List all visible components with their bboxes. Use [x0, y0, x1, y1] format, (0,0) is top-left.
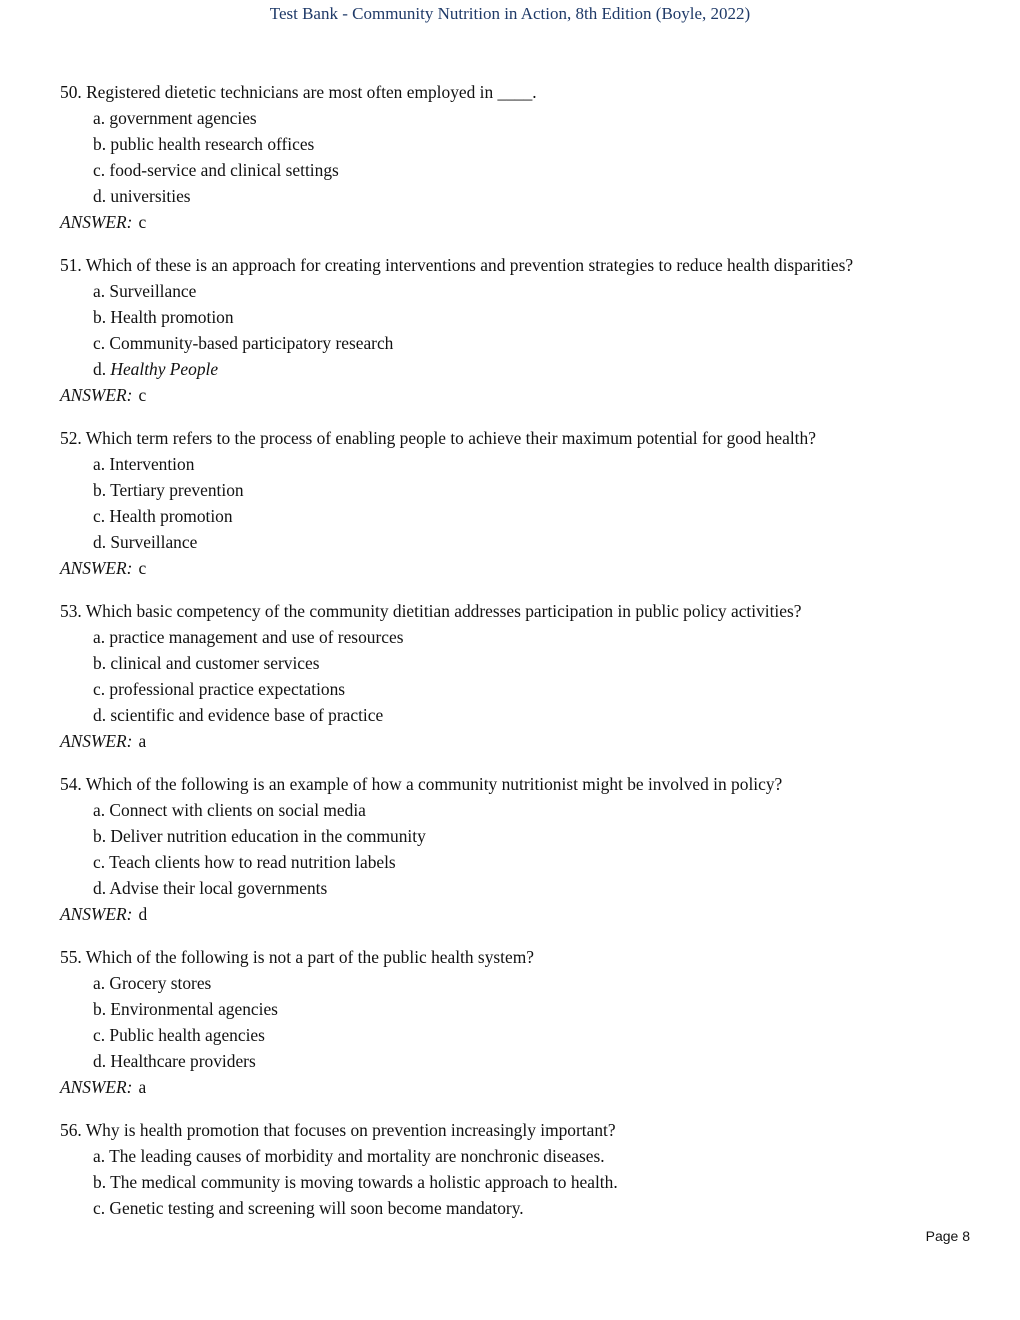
answer-label: ANSWER: — [60, 904, 133, 924]
answer-label: ANSWER: — [60, 558, 133, 578]
page-number: Page 8 — [925, 1228, 970, 1244]
answer-value: a — [138, 731, 147, 751]
option-d: d. Advise their local governments — [93, 878, 328, 898]
question-stem: 56. Why is health promotion that focuses on prevention increasingly important? — [60, 1120, 616, 1140]
question-stem: 55. Which of the following is not a part of the public health system? — [60, 947, 534, 967]
question-list — [60, 81, 1000, 1240]
question-51 — [60, 254, 1000, 408]
option-a: a. Grocery stores — [93, 973, 212, 993]
option-b: b. Environmental agencies — [93, 999, 278, 1019]
question-56 — [60, 1119, 1000, 1221]
option-c: c. Public health agencies — [93, 1025, 265, 1045]
document-header: Test Bank - Community Nutrition in Action, 8th Edition (Boyle, 2022) — [269, 4, 751, 23]
answer-line — [60, 209, 1000, 235]
question-55 — [60, 946, 1000, 1100]
option-c: c. Teach clients how to read nutrition labels — [93, 852, 396, 872]
option-d: d. Surveillance — [93, 532, 198, 552]
option-list — [60, 1143, 1000, 1221]
answer-value: a — [138, 1077, 147, 1097]
option-b: b. public health research offices — [93, 134, 315, 154]
option-list — [60, 451, 1000, 555]
option-b: b. Tertiary prevention — [93, 480, 244, 500]
answer-value: d — [138, 904, 148, 924]
option-c: c. Genetic testing and screening will soon become mandatory. — [93, 1198, 524, 1218]
answer-label: ANSWER: — [60, 1077, 133, 1097]
answer-line — [60, 1074, 1000, 1100]
answer-line — [60, 728, 1000, 754]
option-list — [60, 797, 1000, 901]
answer-line — [60, 382, 1000, 408]
option-list — [60, 278, 1000, 382]
option-c: c. Community-based participatory research — [93, 333, 394, 353]
question-53 — [60, 600, 1000, 754]
option-list — [60, 105, 1000, 209]
option-d-italic-text: Healthy People — [110, 359, 219, 379]
question-stem: 51. Which of these is an approach for creating interventions and prevention strategies to reduce health disparities? — [60, 255, 854, 275]
option-b: b. Deliver nutrition education in the community — [93, 826, 426, 846]
option-d: d. scientific and evidence base of practice — [93, 705, 384, 725]
option-a: a. The leading causes of morbidity and mortality are nonchronic diseases. — [93, 1146, 605, 1166]
option-b: b. The medical community is moving towards a holistic approach to health. — [93, 1172, 618, 1192]
answer-value: c — [138, 558, 147, 578]
option-a: a. government agencies — [93, 108, 257, 128]
question-54 — [60, 773, 1000, 927]
question-stem: 50. Registered dietetic technicians are most often employed in ____. — [60, 82, 537, 102]
option-list — [60, 970, 1000, 1074]
question-52 — [60, 427, 1000, 581]
option-c: c. food-service and clinical settings — [93, 160, 339, 180]
option-d-prefix: d. — [93, 359, 107, 379]
option-a: a. Surveillance — [93, 281, 197, 301]
option-a: a. practice management and use of resources — [93, 627, 404, 647]
option-a: a. Connect with clients on social media — [93, 800, 366, 820]
answer-line — [60, 901, 1000, 927]
option-d: d. universities — [93, 186, 191, 206]
answer-label: ANSWER: — [60, 731, 133, 751]
option-d — [60, 356, 1000, 382]
question-stem: 53. Which basic competency of the community dietitian addresses participation in public policy activities? — [60, 601, 802, 621]
option-c: c. professional practice expectations — [93, 679, 346, 699]
answer-label: ANSWER: — [60, 385, 133, 405]
answer-value: c — [138, 385, 147, 405]
option-b: b. Health promotion — [93, 307, 234, 327]
answer-label: ANSWER: — [60, 212, 133, 232]
question-stem: 54. Which of the following is an example of how a community nutritionist might be involved in policy? — [60, 774, 783, 794]
answer-line — [60, 555, 1000, 581]
option-a: a. Intervention — [93, 454, 195, 474]
option-list — [60, 624, 1000, 728]
option-b: b. clinical and customer services — [93, 653, 320, 673]
option-c: c. Health promotion — [93, 506, 233, 526]
option-d: d. Healthcare providers — [93, 1051, 256, 1071]
question-stem: 52. Which term refers to the process of enabling people to achieve their maximum potential for good health? — [60, 428, 816, 448]
answer-value: c — [138, 212, 147, 232]
question-50 — [60, 81, 1000, 235]
